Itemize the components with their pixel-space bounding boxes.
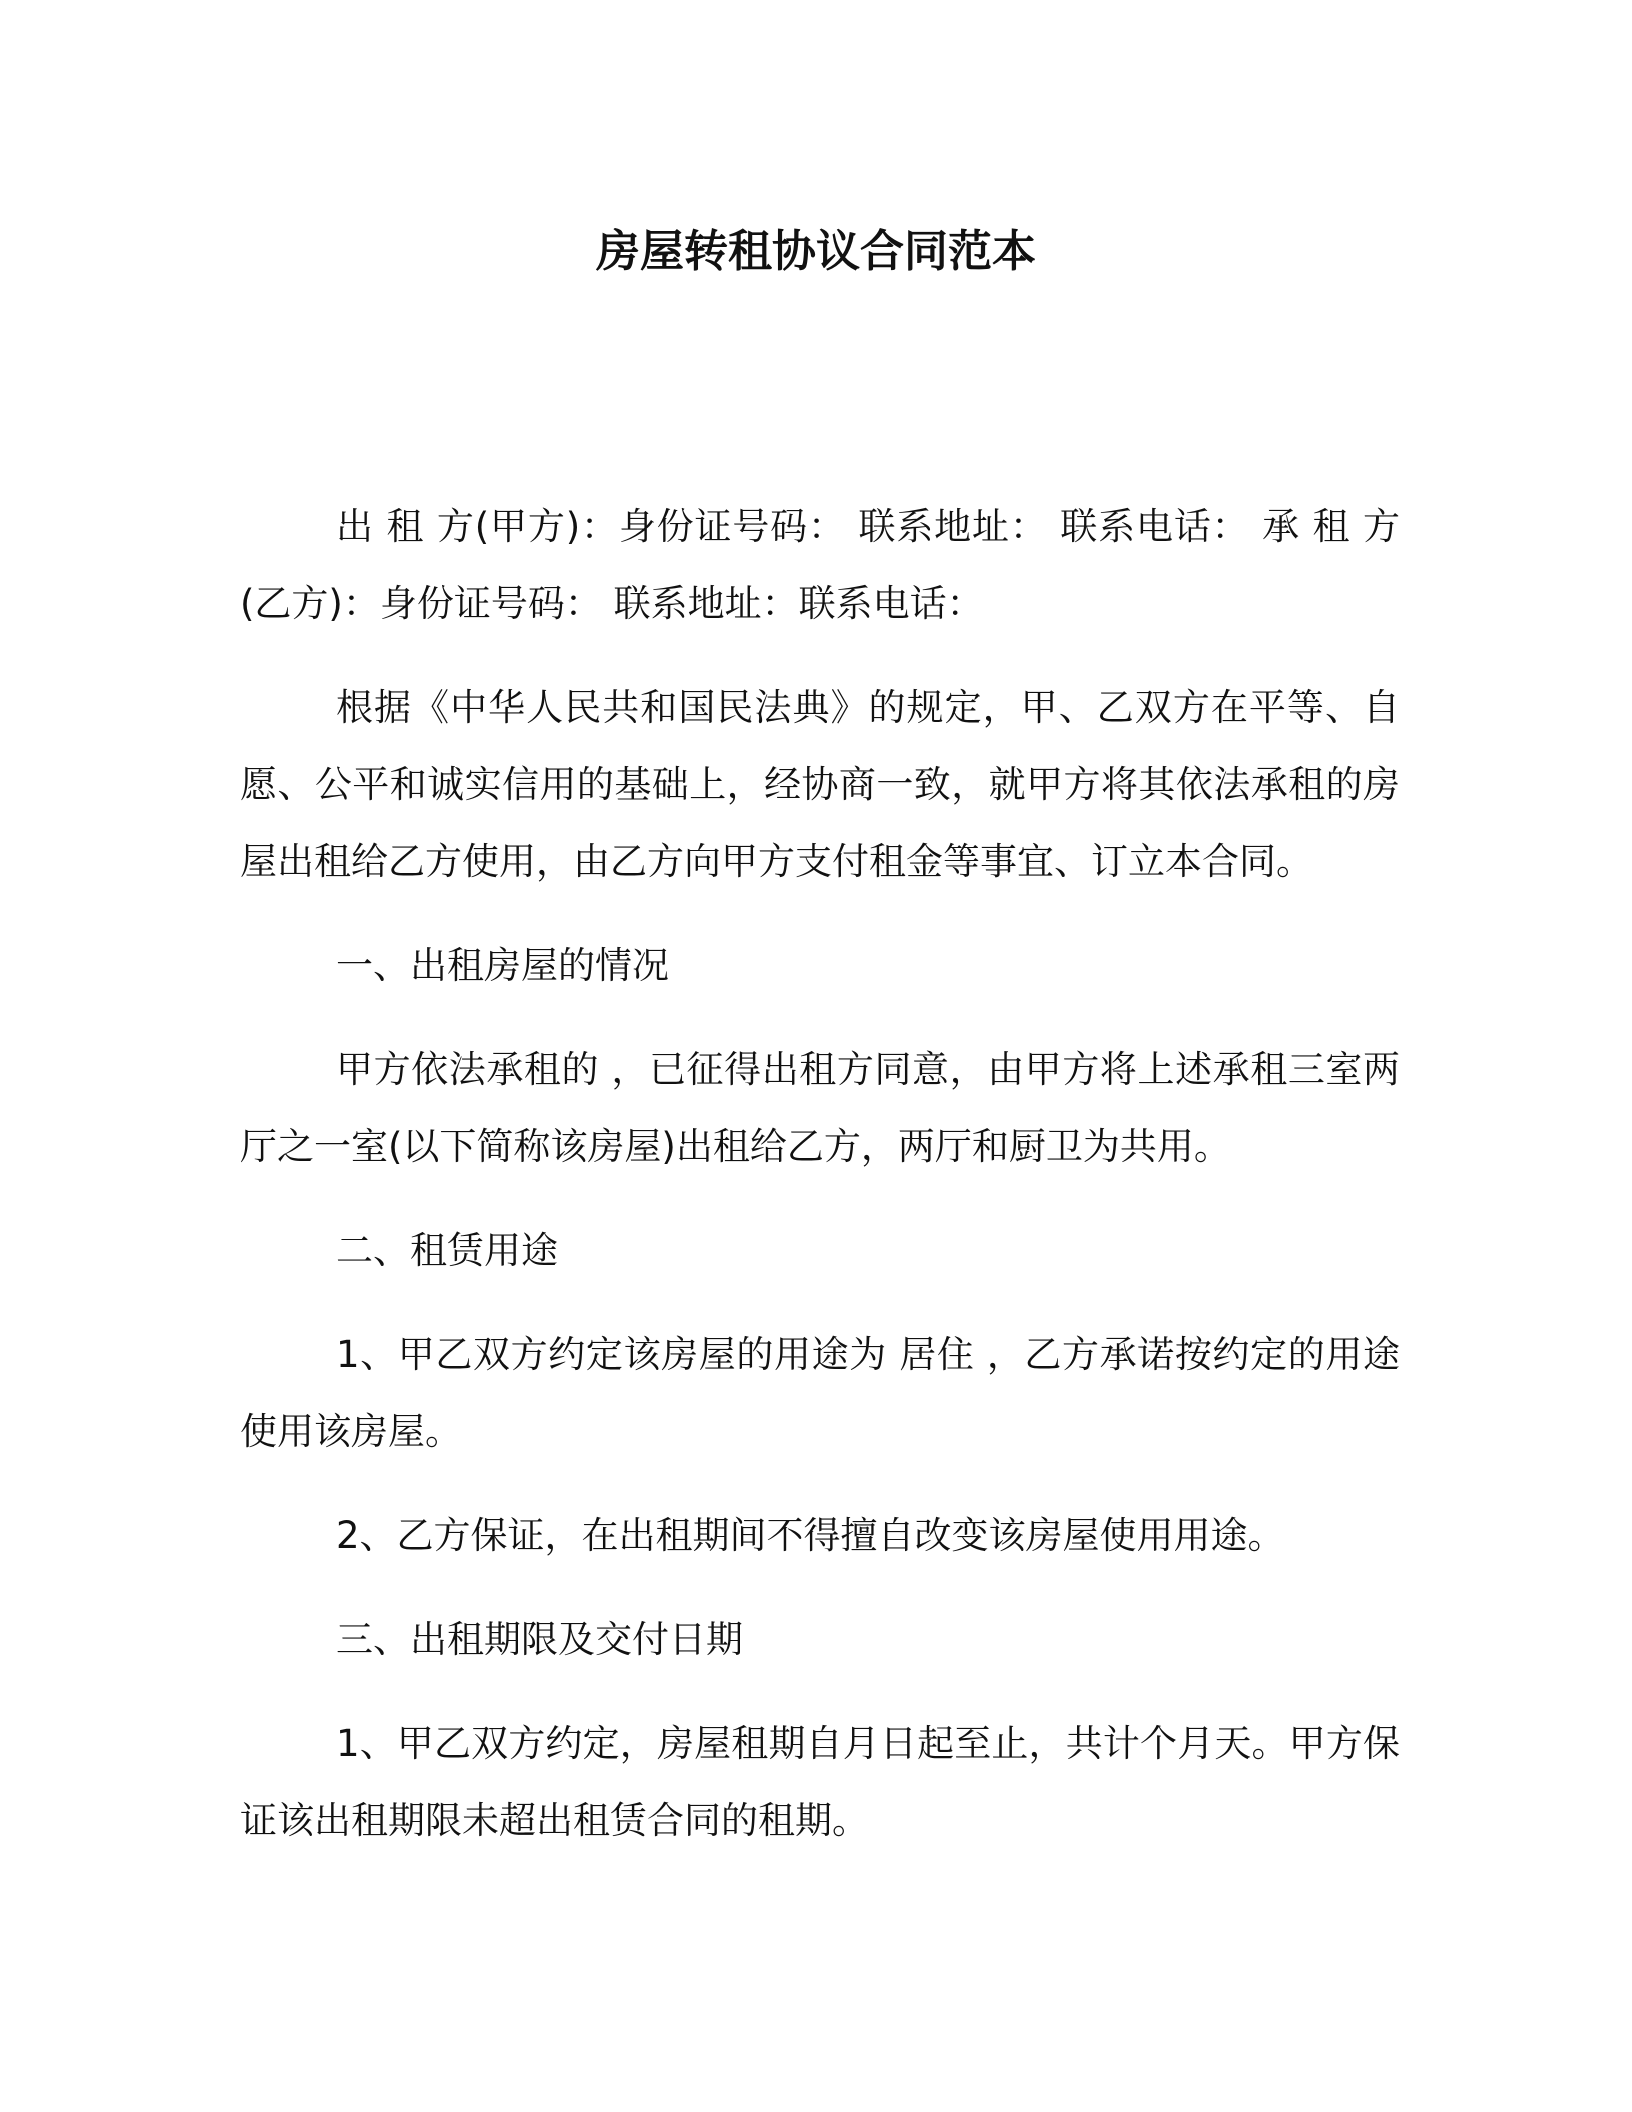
section-1-paragraph: 甲方依法承租的 ，已征得出租方同意，由甲方将上述承租三室两厅之一室(以下简称该房屋)出租给乙方，两厅和厨卫为共用。 [240, 1048, 1400, 1168]
parties-paragraph: 出 租 方(甲方)：身份证号码： 联系地址： 联系电话： 承 租 方(乙方)：身份证号码： 联系地址：联系电话： [240, 505, 1400, 625]
section-heading-2: 二、租赁用途 [336, 1229, 558, 1272]
preamble-paragraph: 根据《中华人民共和国民法典》的规定，甲、乙双方在平等、自愿、公平和诚实信用的基础上，经协商一致，就甲方将其依法承租的房屋出租给乙方使用，由乙方向甲方支付租金等事宜、订立本合同。 [240, 686, 1400, 883]
document-title: 房屋转租协议合同范本 [596, 226, 1036, 277]
section-2-clause-2: 2、乙方保证，在出租期间不得擅自改变该房屋使用用途。 [336, 1514, 1285, 1557]
document-body [240, 488, 1400, 1886]
section-heading-3: 三、出租期限及交付日期 [336, 1618, 743, 1661]
section-2-clause-1: 1、甲乙双方约定该房屋的用途为 居住 ，乙方承诺按约定的用途使用该房屋。 [240, 1333, 1400, 1453]
section-heading-1: 一、出租房屋的情况 [336, 944, 669, 987]
section-3-clause-1: 1、甲乙双方约定，房屋租期自月日起至止，共计个月天。甲方保证该出租期限未超出租赁合同的租期。 [240, 1722, 1400, 1842]
